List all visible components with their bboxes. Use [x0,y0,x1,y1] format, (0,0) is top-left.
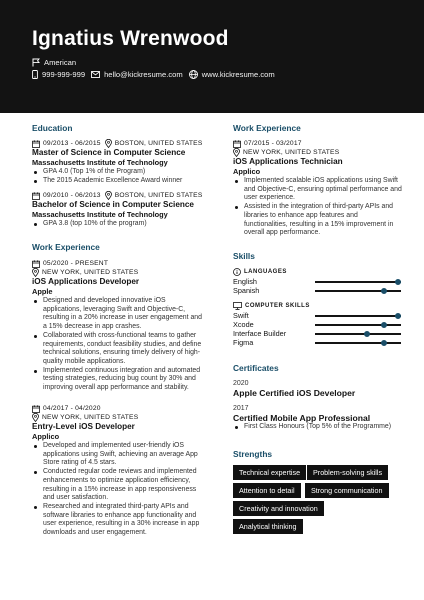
entry-dates: 09/2010 - 06/2013 [43,192,101,199]
entry-meta [32,191,204,200]
certificate-bullets [233,423,403,432]
skill-bar-track [315,324,401,326]
entry-location-text: NEW YORK, UNITED STATES [42,269,139,276]
skill-bar-knob [395,279,401,285]
strength-tag: Technical expertise [233,465,306,480]
bullet-item: Collaborated with cross-functional teams to gather requirements, conduct feasibility studies, and define technical solutions, ensuring timely delivery of high-quality mobile applications. [32,332,204,367]
entry-role: Entry-Level iOS Developer [32,422,135,431]
skill-row [233,320,403,329]
education-title: Education [32,123,73,133]
entry-bullets [32,442,204,538]
work-entry [32,259,204,393]
skill-bar-track [315,342,401,344]
calendar-icon [32,260,40,268]
entry-location-text: BOSTON, UNITED STATES [114,140,203,147]
skills-title: Skills [233,251,255,261]
computer-icon [233,302,242,310]
skill-row [233,311,403,320]
skill-group-heading [233,268,287,276]
entry-dates: 04/2017 - 04/2020 [43,405,101,412]
entry-role: iOS Applications Developer [32,277,140,286]
skill-bar-knob [381,288,387,294]
skill-label: Swift [233,311,249,320]
skill-row [233,286,403,295]
entry-bullets [233,177,403,238]
nationality-line [32,58,76,67]
entry-dates: 07/2015 - 03/2017 [244,140,302,147]
skill-group-label: COMPUTER SKILLS [245,303,310,309]
skill-bar-knob [364,331,370,337]
skill-bar-knob [381,340,387,346]
skill-label: English [233,277,257,286]
skill-bar-track [315,281,401,283]
skill-row [233,338,403,347]
bullet-item: The 2015 Academic Excellence Award winner [32,177,204,186]
strength-tag: Creativity and innovation [233,501,324,516]
bullet-item: Implemented continuous integration and automated testing strategies, reducing bug count by 30% and improving overall app performance and stability. [32,367,204,393]
entry-school: Massachusetts Institute of Technology [32,210,168,219]
bullet-item: GPA 3.8 (top 10% of the program) [32,220,204,229]
skill-group-label: LANGUAGES [244,269,287,275]
entry-dates: 05/2020 - PRESENT [43,260,109,267]
phone-number: 999-999-999 [42,70,86,79]
skill-label: Figma [233,338,254,347]
skill-bar-knob [381,322,387,328]
resume-header [0,0,424,113]
entry-location [32,413,204,422]
entry-company: Apple [32,287,53,296]
location-pin-icon [105,191,112,200]
entry-bullets [32,297,204,393]
certificate-year: 2017 [233,405,249,412]
entry-meta [233,139,403,148]
entry-degree: Master of Science in Computer Science [32,148,186,157]
certificate-name: Apple Certified iOS Developer [233,388,356,398]
entry-location-text: BOSTON, UNITED STATES [114,192,203,199]
entry-role: iOS Applications Technician [233,157,343,166]
location-pin-icon [105,139,112,148]
education-entry [32,139,204,185]
bullet-item: Implemented scalable iOS applications using Swift and Objective-C, ensuring optimal performance and user experience. [233,177,403,203]
entry-bullets [32,220,204,229]
website-contact[interactable] [189,70,275,79]
candidate-name: Ignatius Wrenwood [32,27,229,50]
skill-label: Interface Builder [233,329,287,338]
website-url[interactable]: www.kickresume.com [201,70,275,79]
strength-tag: Attention to detail [233,483,301,498]
certificate-year: 2020 [233,380,249,387]
entry-location [32,268,204,277]
calendar-icon [233,140,241,148]
work-entry [32,404,204,538]
certificates-title: Certificates [233,363,279,373]
entry-meta [32,259,204,268]
work-experience-title: Work Experience [32,242,100,252]
entry-meta [32,139,204,148]
bullet-item: Developed and implemented user-friendly iOS applications using Swift, achieving an average App Store rating of 4.5 stars. [32,442,204,468]
info-icon [233,268,241,276]
skill-bar-track [315,333,401,335]
entry-school: Massachusetts Institute of Technology [32,158,168,167]
bullet-item: Conducted regular code reviews and implemented enhancements to optimize application efficiency, resulting in a 15% increase in app responsiveness and user satisfaction. [32,468,204,503]
calendar-icon [32,192,40,200]
education-entry [32,191,204,229]
phone-icon [32,70,38,79]
skill-group-heading [233,302,310,310]
skill-row [233,277,403,286]
entry-degree: Bachelor of Science in Computer Science [32,200,194,209]
entry-location-text: NEW YORK, UNITED STATES [42,414,139,421]
contact-line [32,70,281,79]
strength-tag: Problem-solving skills [307,465,388,480]
certificate-name: Certified Mobile App Professional [233,413,371,423]
email-icon [91,71,100,78]
skill-row [233,329,403,338]
entry-location [233,148,403,157]
nationality: American [44,58,77,67]
entry-company: Applico [233,167,261,176]
email-contact[interactable] [91,70,183,79]
globe-icon [189,70,198,79]
skill-bar-track [315,315,401,317]
calendar-icon [32,405,40,413]
skill-label: Spanish [233,286,260,295]
strengths-title: Strengths [233,449,273,459]
bullet-item: GPA 4.0 (Top 1% of the Program) [32,168,204,177]
entry-company: Applico [32,432,60,441]
flag-icon [32,58,40,67]
entry-location [105,139,203,148]
calendar-icon [32,140,40,148]
location-pin-icon [32,268,39,277]
skill-label: Xcode [233,320,254,329]
strength-tag: Analytical thinking [233,519,303,534]
entry-location [105,191,203,200]
location-pin-icon [233,148,240,157]
skill-bar-track [315,290,401,292]
skill-bar-knob [395,313,401,319]
entry-dates: 09/2013 - 06/2015 [43,140,101,147]
entry-location-text: NEW YORK, UNITED STATES [243,149,340,156]
entry-meta [32,404,204,413]
strength-tag: Strong communication [305,483,389,498]
work-experience-title: Work Experience [233,123,301,133]
bullet-item: Designed and developed innovative iOS applications, leveraging Swift and Objective-C, resulting in a 20% increase in user engagement and a 15% decrease in app crashes. [32,297,204,332]
bullet-item: Assisted in the integration of third-party APIs and libraries to enhance app features and functionalities, resulting in a 15% improvement in overall app performance. [233,203,403,238]
bullet-item: First Class Honours (Top 5% of the Programme) [233,423,403,432]
work-entry [233,139,403,238]
location-pin-icon [32,413,39,422]
entry-bullets [32,168,204,185]
phone-contact [32,70,85,79]
email-address[interactable]: hello@kickresume.com [104,70,183,79]
bullet-item: Researched and integrated third-party APIs and software libraries to enhance app functionality and user experience, resulting in a 30% increase in app downloads and user engagement. [32,503,204,538]
